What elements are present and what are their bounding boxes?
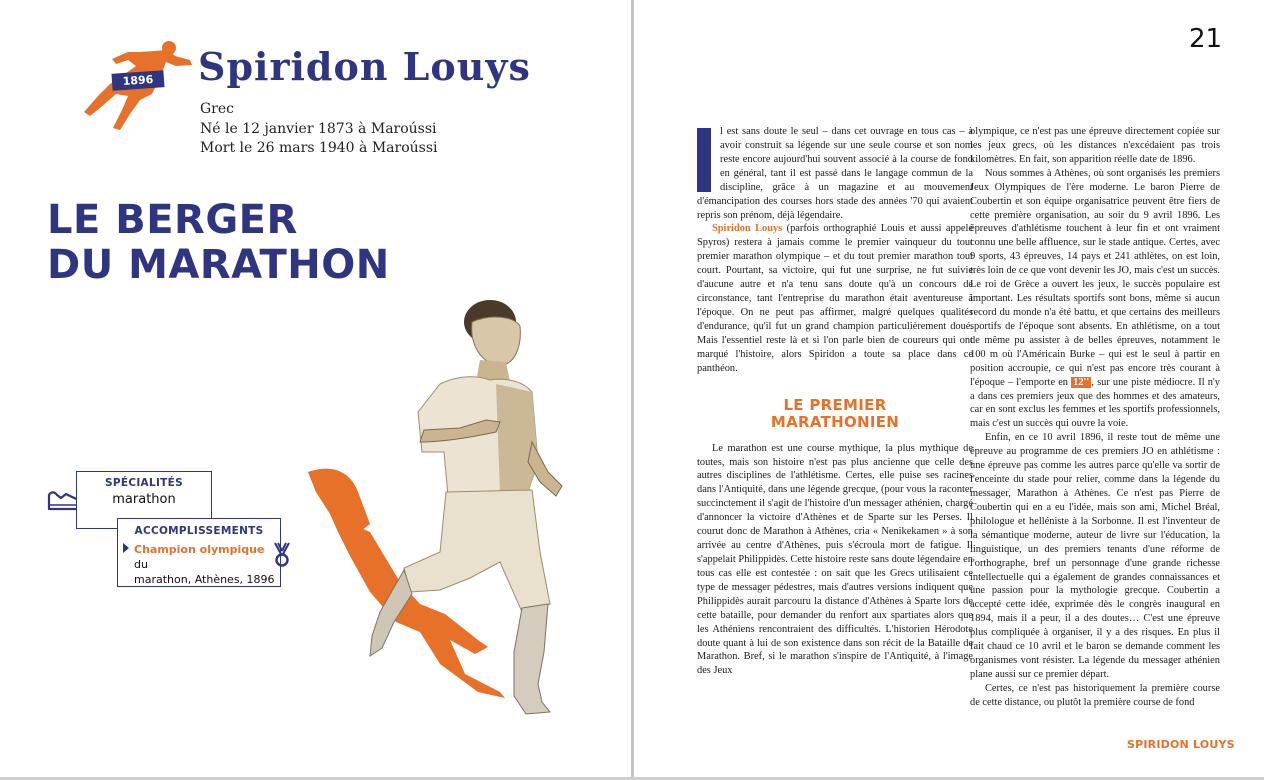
runner-illustration	[300, 292, 570, 722]
highlighted-time: 12''	[1073, 376, 1090, 388]
birth-info: Né le 12 janvier 1873 à Maroússi	[200, 120, 437, 137]
accomplissements-box	[117, 518, 281, 587]
paragraph-breal: Enfin, en ce 10 avril 1896, il reste tout de même une épreuve au programme de ces premiers JO en athlétisme : une épreuve pas comme les autres parce qu'elle va sortir de l'enceinte du stade pour relier, comme dans la légende du messager, Marathon à Athènes. Ce n'est pas Pierre de Coubertin qui en a eu l'idée, mais son ami, Michel Bréal, philologue et helléniste à la Sorbonne. Il est l'inventeur de la sémantique moderne, auteur de livre sur l'éducation, la linguistique, un des premiers tenants d'une réforme de l'orthographe, bref un personnage d'une grande richesse intellectuelle qui a également de grandes connaissances et une passion pour la mythologie grecque. Coubertin a accepté cette idée, exprimée dès le congrès inaugural en 1894, mais il a peur, il a des doutes… C'est une épreuve plus compliquée à organiser, il y a des risques. En plus il fait chaud ce 10 avril et le baron se demande comment les organismes vont résister. La légende du messager athénien plane aussi sur ce premier départ.	[970, 432, 1220, 680]
section-heading-line-2: MARATHONIEN	[770, 412, 900, 431]
section-heading-line-1: LE PREMIER	[783, 395, 887, 414]
paragraph-certes: Certes, ce n'est pas historiquement la première course de cette distance, ou plutôt la première course de fond	[970, 682, 1220, 708]
paragraph-marathon-legend: Le marathon est une course mythique, la plus mythique de toutes, mais son histoire n'est pas plus ancienne que celle des autres disciplines de l'athlétisme. Certes, elle puise ses racines dans l'Antiquité, dans une légende grecque, (pour vous la raconter succinctement il s'agit de l'histoire d'un messager athénien, chargé d'annoncer la victoire d'Athènes et de Sparte sur les Perses. Il courut donc de Marathon à Athènes, cria « Nenikekamen » à son arrivée au centre d'Athènes, puis s'écroula mort de fatigue. Il s'appelait Philippidès. Cette histoire reste sans doute légendaire en tous cas elle est contestée : on sait que les Grecs utilisaient ce type de messager pédestres, mais d'autres versions indiquent que Philippidès aurait parcouru la distance d'Athènes à Sparte lors de cette bataille, pour demander du renfort aux spartiates alors que les Athéniens rencontraient des difficultés. L'historien Hérodote doute quant à lui de son existence dans son récit de la Bataille de Marathon. Bref, si le marathon s'inspire de l'Antiquité, à l'image des Jeux	[697, 442, 973, 677]
bullet-arrow-icon	[123, 543, 129, 553]
accomplissement-text-1: du	[134, 558, 148, 571]
highlighted-name: Spiridon Louys	[712, 223, 783, 235]
accomplissement-text-2: marathon, Athènes, 1896	[134, 573, 275, 586]
medal-icon	[273, 542, 291, 568]
chapter-title	[47, 198, 390, 288]
paragraph-continuation: olympique, ce n'est pas une épreuve directement copiée sur les jeux grecs, où les distances n'excédaient pas trois kilomètres. En fait, son apparition réelle date de 1896.	[970, 126, 1220, 165]
chapter-title-line-2: DU MARATHON	[47, 242, 390, 288]
section-heading	[697, 397, 973, 431]
specialites-label: SPÉCIALITÉS	[105, 477, 183, 489]
page-gutter	[631, 0, 634, 780]
athlete-name: Spiridon Louys	[198, 44, 531, 89]
accomplissement-highlight: Champion olympique	[134, 543, 265, 556]
accomplissements-label: ACCOMPLISSEMENTS	[134, 525, 264, 537]
paragraph-athens-1896: Nous sommes à Athènes, où sont organisés les premiers Jeux Olympiques de l'ère moderne. Le baron Pierre de Coubertin et son équipe organisatrice peuvent être fiers de cette première organisation, au soir du 9 avril 1896. Les épreuves d'athlétisme touchent à leur fin et ont vraiment connu une belle affluence, sur le stade antique. Certes, avec 9 sports, 43 épreuves, 14 pays et 241 athlètes, on est loin, très loin de ce que vont devenir les JO, mais c'est un succès. Le roi de Grèce a ouvert les jeux, le succès populaire est important. Les résultats sportifs sont bons, même si aucun record du monde n'a été battu, et que certains des meilleurs sportifs de l'époque sont absents. En athlétisme, on a tout de même pu assister à de belles épreuves, notamment le 100 m où l'Américain Burke – qui est le seul à partir en position accroupie, ce qui n'est pas encore très courant à l'époque – l'emporte en 12'' , sur une piste médiocre. Il n'y a dans ces premiers jeux que des hommes et des amateurs, car en sont exclus les femmes et les sportifs professionnels, mais c'est un succès qui ouvre la voie.	[970, 167, 1220, 430]
running-footer: SPIRIDON LOUYS	[1127, 738, 1235, 751]
specialites-value: marathon	[112, 492, 176, 507]
paragraph-spiridon: Spiridon Louys (parfois orthographié Louis et aussi appelé Spyros) restera à jamais comme le premier vainqueur du tout premier marathon olympique – et du tout premier marathon tout court. Pourtant, sa victoire, qui fut une surprise, ne fut suivie d'aucune autre et n'a tenu sans doute qu'à un concours de circonstance, tant l'entreprise du marathon était aventureuse à l'époque. On ne peut pas affirmer, malgré quelques qualités d'endurance, qu'il fut un grand champion particulièrement doué. Mais l'essentiel reste là et si l'on parle bien de coureurs qui ont marqué l'histoire, alors Spiridon a toute sa place dans ce panthéon.	[697, 223, 973, 374]
paragraph-intro: l est sans doute le seul – dans cet ouvrage en tous cas – à avoir construit sa légende sur une seule course et son nom reste encore aujourd'hui souvent associé à la course de fond en général, tant il est passé dans le langage commun de la discipline, grâce à un magazine et au mouvement d'émancipation des courses hors stade des années '70 qui avaient repris son prénom, déjà légendaire.	[697, 126, 973, 221]
accomplissement-item	[134, 542, 280, 587]
page-number: 21	[1189, 24, 1223, 54]
death-info: Mort le 26 mars 1940 à Maroússi	[200, 140, 438, 156]
year-badge: 1896	[111, 70, 164, 91]
athlete-bio	[200, 100, 438, 159]
nationality: Grec	[200, 101, 235, 117]
text-column-1	[697, 125, 973, 678]
text-column-2	[970, 125, 1220, 710]
drop-cap-block	[697, 128, 711, 192]
chapter-title-line-1: LE BERGER	[47, 197, 298, 243]
